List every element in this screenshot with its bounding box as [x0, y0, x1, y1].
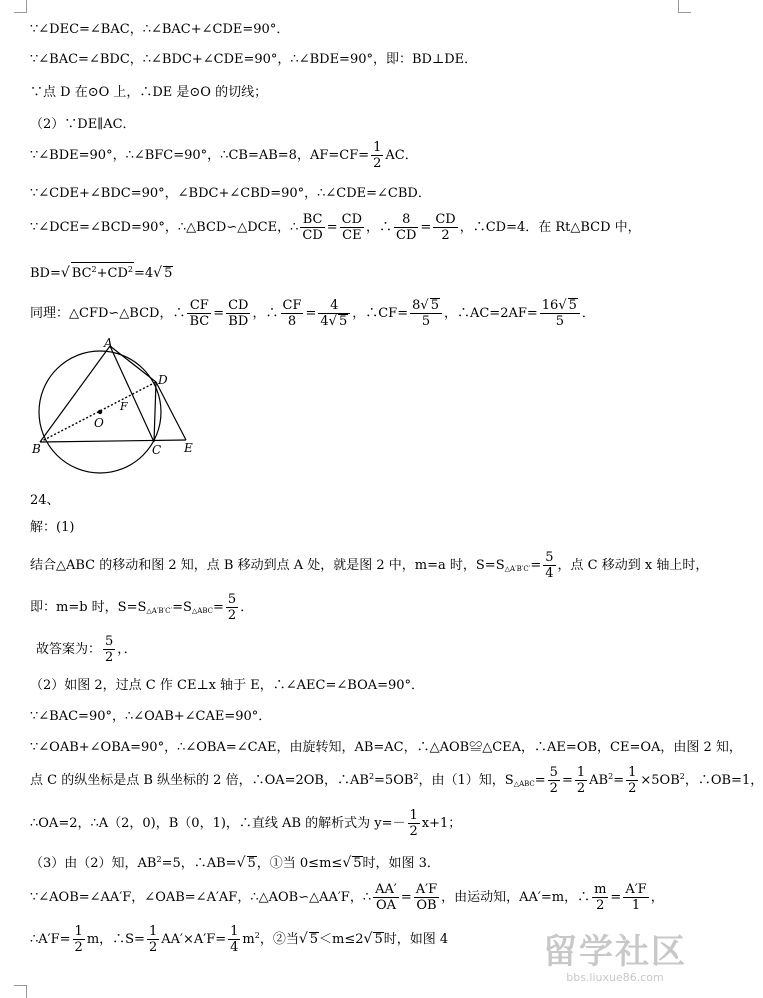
watermark-url: bbs.liuxue86.com: [566, 971, 664, 984]
text: ∵∠BDE=90°，∴∠BFC=90°，∴CB=AB=8，AF=CF=: [30, 148, 370, 163]
fraction-5-2-b: $\frac{5}{2}$: [549, 765, 558, 796]
line-22: ∴A′F= $\frac{1}{2}$ m，∴S= $\frac{1}{2}$ AA′×A′F= $\frac{1}{4}$ $m^2$，②当√ 5＜m≤2√ 5时，如图 4: [30, 924, 449, 955]
text: 同理：△CFD∽△BCD，∴: [30, 306, 186, 321]
text: ，由（1）知，S: [418, 773, 514, 788]
fraction-bc-cd: $\frac{BC}{CD}$: [302, 212, 323, 243]
line-9: 同理：△CFD∽△BCD，∴ $\frac{CF}{BC}$ = $\frac{CD}{BD}$ ，∴ $\frac{CF}{8}$ = $\frac{4}{4√ 5}$ ，∴CF= $\frac{8√ 5}{5}$ ，∴AC=2AF= $\frac{16√ 5}{5}$ ．: [30, 298, 595, 329]
corner-mark-bottom-left: [14, 985, 27, 998]
text: 故答案为：: [36, 642, 102, 657]
fraction-aa-oa: $\frac{AA'}{OA}$: [375, 882, 397, 913]
watermark-logo-text: 留学社区: [543, 932, 687, 972]
fraction-cf-8: $\frac{CF}{8}$: [282, 298, 302, 329]
fraction-5-2: $\frac{5}{2}$: [227, 592, 237, 623]
text: 时，如图 4: [383, 932, 449, 947]
text: ，．: [117, 642, 137, 657]
text: =: [530, 558, 542, 573]
text: =4: [134, 266, 154, 281]
text: ∴OA=2，∴A（2，0)，B（0，1)，∴直线 AB 的解析式为 y=－: [30, 816, 406, 831]
text: ，∴OB=1，: [684, 773, 763, 788]
text: ，②当: [259, 932, 299, 947]
sqrt-bc-cd: $BC^2+CD^2$: [71, 262, 134, 281]
fraction-cd-2: $\frac{CD}{2}$: [435, 212, 456, 243]
text: =5，∴AB=: [161, 856, 237, 871]
text: =: [213, 600, 224, 615]
fraction-half: $\frac{1}{2}$: [373, 140, 382, 171]
text: =: [613, 773, 625, 788]
fraction-8-cd: $\frac{8}{CD}$: [396, 212, 417, 243]
text: =: [610, 890, 622, 905]
text: m，∴S=: [86, 932, 145, 947]
text: ∴A′F=: [30, 932, 71, 947]
label-F: F: [120, 400, 128, 413]
text: x+1；: [421, 816, 462, 831]
text: 即：m=b 时，S=S: [30, 600, 147, 615]
label-E: E: [184, 441, 193, 455]
fraction-cf-bc: $\frac{CF}{BC}$: [189, 298, 210, 329]
text: ，点 C 移动到 x 轴上时，: [557, 558, 709, 573]
fraction-1-2-d: $\frac{1}{2}$: [74, 924, 83, 955]
label-D: D: [158, 373, 168, 387]
line-4: （2）∵DE∥AC．: [30, 117, 136, 132]
fraction-cd-ce: $\frac{CD}{CE}$: [341, 212, 363, 243]
corner-mark-top-left: [14, 0, 27, 13]
line-10: 24、: [30, 493, 60, 508]
label-B: B: [32, 442, 41, 456]
text: ，∴CD=4．在 Rt△BCD 中，: [459, 220, 641, 235]
text: ×5OB: [640, 773, 680, 788]
fraction-5-2-answer: $\frac{5}{2}$: [105, 634, 114, 665]
fraction-af-1: $\frac{A'F}{1}$: [625, 882, 647, 913]
text: ，: [650, 890, 664, 905]
label-O: O: [94, 416, 104, 430]
fraction-m-2: $\frac{m}{2}$: [594, 882, 607, 913]
fraction-1-2-b: $\frac{1}{2}$: [628, 765, 637, 796]
fraction-8root5-5: $\frac{8√ 5}{5}$: [410, 298, 442, 329]
text: ，由运动知，AA′=m，∴: [441, 890, 591, 905]
line-5: [30, 140, 418, 171]
line-6: ∵∠CDE+∠BDC=90°，∠BDC+∠CBD=90°，∴∠CDE=∠CBD．: [30, 186, 431, 201]
fraction-cd-bd: $\frac{CD}{BD}$: [228, 298, 249, 329]
line-16: ∵∠BAC=90°，∴∠OAB+∠CAE=90°．: [30, 709, 272, 724]
watermark: [543, 932, 687, 984]
text: ＜m≤2: [319, 932, 364, 947]
text: 时，如图 3．: [362, 856, 440, 871]
text: AB: [589, 773, 609, 788]
line-12: 结合△ABC 的移动和图 2 知，点 B 移动到点 A 处，就是图 2 中，m=a 时，$S=S_{\triangle A'B'C'}=$ $\frac{5}{4}$ ，点 C 移动到 x 轴上时，: [30, 550, 709, 581]
text: ∵∠DCE=∠BCD=90°，∴△BCD∽△DCE，∴: [30, 220, 299, 235]
line-20: （3）由（2）知，$AB^2=5$，∴AB=√ 5，①当 0≤m≤√ 5时，如图 3．: [30, 855, 440, 871]
text: m: [242, 932, 255, 947]
text: ，∴CF=: [352, 306, 409, 321]
line-19: [30, 808, 461, 839]
text: BD=: [30, 266, 61, 281]
line-1: ∵∠DEC=∠BAC，∴∠BAC+∠CDE=90°．: [30, 22, 290, 37]
text: 点 C 的纵坐标是点 B 纵坐标的 2 倍，∴OA=2OB，∴AB: [30, 773, 369, 788]
line-17: ∵∠OAB+∠OBA=90°，∴∠OBA=∠CAE，由旋转知，AB=AC，∴△AOB≌△CEA，∴AE=OB，CE=OA，由图 2 知，: [30, 740, 742, 755]
fraction-1-2-a: $\frac{1}{2}$: [576, 765, 586, 796]
label-C: C: [152, 443, 162, 457]
line-7: ∵∠DCE=∠BCD=90°，∴△BCD∽△DCE，∴ $\frac{BC}{CD}$ = $\frac{CD}{CE}$ ，∴ $\frac{8}{CD}$ = $\frac{CD}{2}$ ，∴CD=4．在 Rt△BCD 中，: [30, 212, 641, 243]
line-21: [30, 882, 664, 913]
fraction-1-4: $\frac{1}{4}$: [230, 924, 239, 955]
fraction-af-ob: $\frac{A'F}{OB}$: [415, 882, 438, 913]
text: ，①当 0≤m≤: [256, 856, 343, 871]
line-18: 点 C 的纵坐标是点 B 纵坐标的 2 倍，∴OA=2OB，$\therefore AB^2=5OB^2$，由（1）知，$S_{\triangle ABC}=$ $\frac{5}{2}$ = $\frac{1}{2}$ $AB^2=$ $\frac{1}{2}$ $\times 5OB^2$，∴OB=1，: [30, 765, 763, 796]
text: =S: [172, 600, 192, 615]
text: ，∴: [366, 220, 393, 235]
line-14: [36, 634, 137, 665]
corner-mark-top-right: [678, 0, 691, 13]
text: ∵∠AOB=∠AA′F，∠OAB=∠A′AF，∴△AOB∽△AA′F，∴: [30, 890, 372, 905]
text: ，∴AC=2AF=: [443, 306, 538, 321]
text: （3）由（2）知，AB: [30, 856, 157, 871]
text: 结合△ABC 的移动和图 2 知，点 B 移动到点 A 处，就是图 2 中，m=a 时，S=S: [30, 558, 505, 573]
line-13: 即：m=b 时，$S=S_{\triangle A'B'C'}=S_{\triangle ABC}=$ $\frac{5}{2}$ ．: [30, 592, 254, 623]
text: AA′×A′F=: [161, 932, 227, 947]
line-8: BD=√ $BC^2+CD^2=4√$ 5: [30, 262, 173, 282]
line-3: ∵点 D 在⊙O 上，∴DE 是⊙O 的切线；: [30, 85, 268, 100]
line-2: ∵∠BAC=∠BDC，∴∠BDC+∠CDE=90°，∴∠BDE=90°，即：BD⊥DE．: [30, 52, 478, 67]
text: ，∴: [252, 306, 279, 321]
fraction-4-4root5: $\frac{4}{4√ 5}$: [318, 298, 350, 329]
text: AC．: [385, 148, 418, 163]
line-15: （2）如图 2，过点 C 作 CE⊥x 轴于 E，∴∠AEC=∠BOA=90°．: [30, 678, 425, 693]
text: =: [534, 773, 546, 788]
fraction-16root5-5: $\frac{16√ 5}{5}$: [540, 298, 580, 329]
text: ．: [240, 600, 254, 615]
fraction-1-2-e: $\frac{1}{2}$: [148, 924, 158, 955]
fraction-1-2-c: $\frac{1}{2}$: [409, 808, 418, 839]
line-11: 解：(1): [30, 520, 75, 535]
fraction-5-4: $\frac{5}{4}$: [545, 550, 554, 581]
label-A: A: [104, 336, 113, 350]
circle-geometry-figure: [30, 338, 200, 460]
text: =: [400, 890, 412, 905]
text: =5OB: [374, 773, 414, 788]
text: ．: [581, 306, 595, 321]
